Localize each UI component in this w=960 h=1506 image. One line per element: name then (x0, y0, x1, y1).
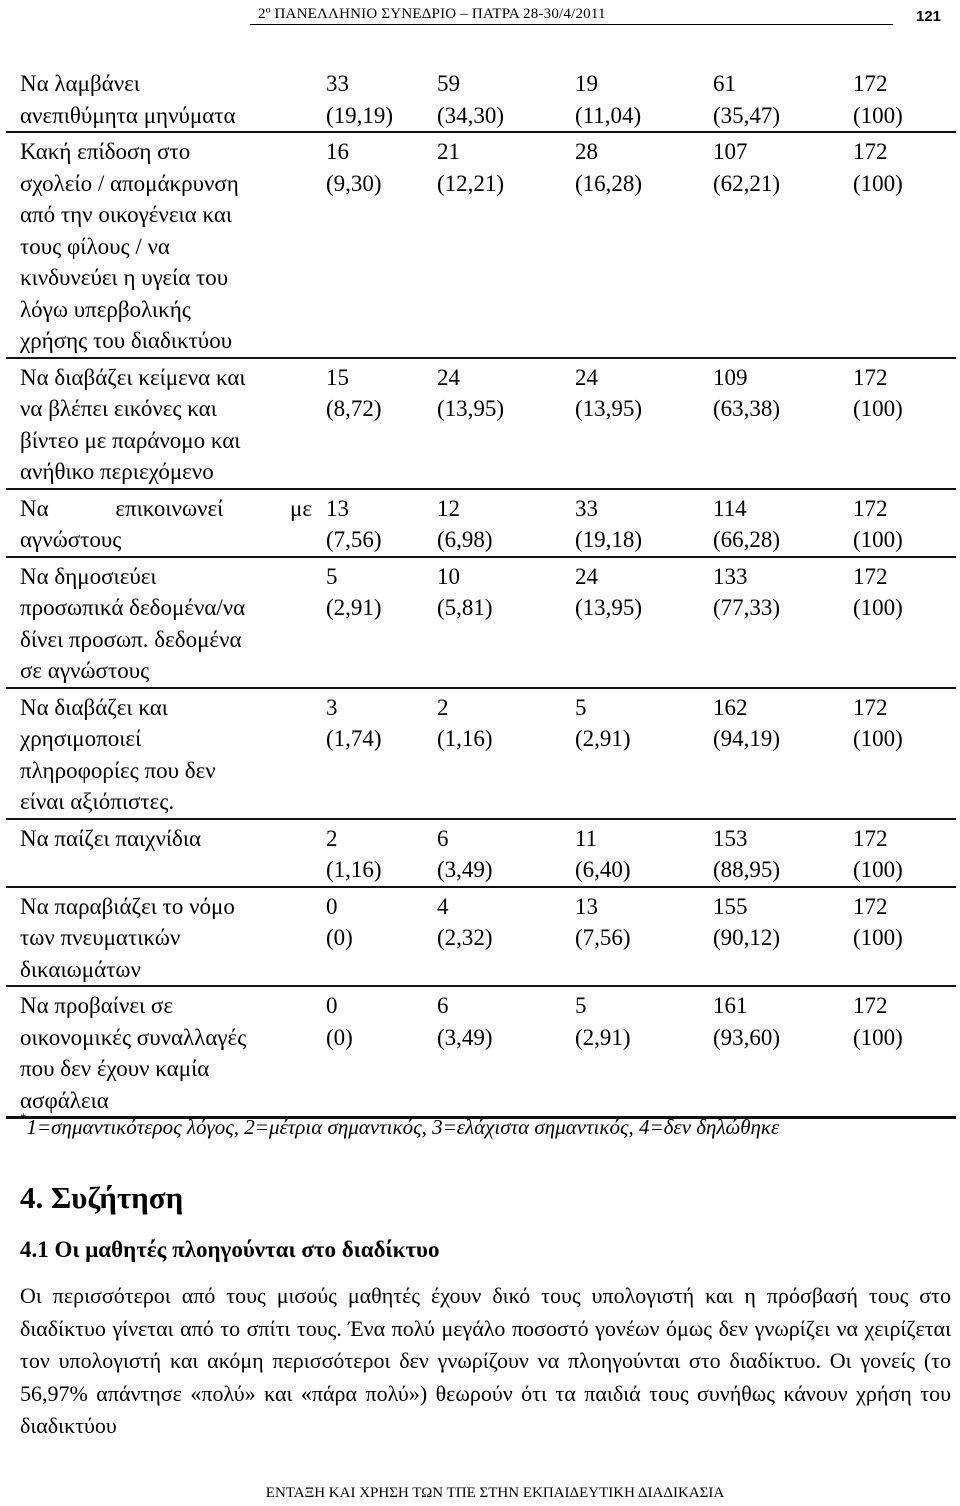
count-value: 13 (575, 893, 598, 919)
percent-value: (66,28) (713, 527, 781, 552)
count-value: 155 (713, 893, 748, 919)
value-cell (312, 358, 437, 489)
row-label-line: Να διαβάζει και (20, 694, 168, 720)
row-label-line: Να επικοινωνεί με (20, 495, 312, 521)
value-cell (437, 358, 575, 489)
value-cell (312, 489, 437, 557)
count-value: 21 (437, 139, 460, 164)
value-cell (575, 358, 713, 489)
value-cell (713, 986, 853, 1118)
row-label-line: βίντεο με παράνομο και (20, 427, 241, 453)
count-value: 114 (713, 495, 747, 521)
value-cell (853, 358, 956, 489)
value-cell (437, 819, 575, 887)
percent-value: (63,38) (713, 396, 781, 421)
table-row (6, 132, 956, 358)
count-value: 24 (575, 563, 598, 589)
count-value: 19 (575, 71, 598, 96)
count-value: 2 (326, 825, 338, 851)
table-row (6, 986, 956, 1118)
count-value: 172 (853, 364, 888, 390)
count-value: 0 (326, 993, 338, 1018)
count-value: 10 (437, 563, 460, 589)
percent-value: (100) (853, 102, 903, 128)
subsection-heading: 4.1 Οι μαθητές πλοηγούνται στο διαδίκτυο (20, 1237, 440, 1262)
value-cell (575, 132, 713, 358)
value-cell (312, 986, 437, 1118)
percent-value: (100) (853, 925, 903, 950)
count-value: 3 (326, 694, 338, 720)
value-cell (437, 65, 575, 132)
count-value: 16 (326, 139, 349, 164)
percent-value: (2,91) (575, 726, 631, 751)
percent-value: (93,60) (713, 1024, 781, 1050)
row-label (6, 132, 312, 358)
value-cell (312, 887, 437, 987)
percent-value: (1,16) (326, 857, 382, 882)
value-cell (312, 819, 437, 887)
count-value: 172 (853, 139, 888, 164)
table-row (6, 688, 956, 819)
percent-value: (8,72) (326, 396, 382, 421)
percent-value: (62,21) (713, 170, 781, 196)
table-row (6, 65, 956, 132)
row-label-line: Να προβαίνει σε (20, 993, 173, 1018)
percent-value: (19,19) (326, 102, 394, 128)
row-label-line: που δεν έχουν καμία (20, 1056, 210, 1081)
count-value: 172 (853, 694, 888, 720)
percent-value: (100) (853, 396, 903, 421)
percent-value: (34,30) (437, 102, 505, 128)
percent-value: (5,81) (437, 595, 493, 620)
value-cell (713, 887, 853, 987)
percent-value: (2,91) (575, 1024, 631, 1050)
percent-value: (3,49) (437, 1024, 493, 1050)
value-cell (575, 819, 713, 887)
row-label (6, 489, 312, 557)
percent-value: (35,47) (713, 102, 781, 128)
running-footer: ΕΝΤΑΞΗ ΚΑΙ ΧΡΗΣΗ ΤΩΝ ΤΠΕ ΣΤΗΝ ΕΚΠΑΙΔΕΥΤΙΚΗ ΔΙΑΔΙΚΑΣΙΑ (265, 1485, 725, 1501)
percent-value: (100) (853, 170, 903, 196)
row-label-line: Να διαβάζει κείμενα και (20, 364, 246, 390)
count-value: 162 (713, 694, 748, 720)
count-value: 107 (713, 139, 748, 164)
count-value: 172 (853, 71, 888, 96)
value-cell (575, 986, 713, 1118)
count-value: 59 (437, 71, 460, 96)
percent-value: (0) (326, 925, 353, 950)
count-value: 12 (437, 495, 460, 521)
percent-value: (90,12) (713, 925, 781, 950)
table-row (6, 489, 956, 557)
percent-value: (88,95) (713, 857, 781, 882)
table-row (6, 887, 956, 987)
row-label-line: κινδυνεύει η υγεία του (20, 265, 229, 290)
row-label-line: χρήσης του διαδικτύου (20, 328, 233, 353)
row-label-line: Κακή επίδοση στο (20, 139, 191, 164)
value-cell (713, 557, 853, 688)
count-value: 172 (853, 495, 888, 521)
row-label-line: Να δημοσιεύει (20, 563, 157, 589)
count-value: 133 (713, 563, 748, 589)
value-cell (853, 557, 956, 688)
row-label-line: δικαιωμάτων (20, 956, 141, 982)
results-table-body (6, 65, 956, 1118)
value-cell (575, 688, 713, 819)
value-cell (437, 688, 575, 819)
row-label-line: οικονομικές συναλλαγές (20, 1024, 247, 1050)
value-cell (853, 986, 956, 1118)
percent-value: (100) (853, 1024, 903, 1050)
value-cell (312, 557, 437, 688)
results-table (6, 65, 956, 1119)
count-value: 61 (713, 71, 736, 96)
section-heading: 4. Συζήτηση (20, 1180, 184, 1215)
row-label-line: σχολείο / απομάκρυνση (20, 170, 239, 196)
value-cell (853, 489, 956, 557)
value-cell (437, 887, 575, 987)
value-cell (853, 819, 956, 887)
row-label (6, 65, 312, 132)
percent-value: (12,21) (437, 170, 505, 196)
row-label-line: Να λαμβάνει (20, 71, 140, 96)
row-label-line: πληροφορίες που δεν (20, 757, 216, 783)
table-row (6, 819, 956, 887)
count-value: 161 (713, 993, 748, 1018)
row-label-line: Να παίζει παιχνίδια (20, 825, 202, 851)
percent-value: (100) (853, 595, 903, 620)
row-label-line: να βλέπει εικόνες και (20, 396, 217, 421)
percent-value: (1,74) (326, 726, 382, 751)
percent-value: (2,32) (437, 925, 493, 950)
percent-value: (19,18) (575, 527, 643, 552)
row-label-line: ασφάλεια (20, 1087, 109, 1113)
page-number: 121 (916, 8, 942, 25)
count-value: 172 (853, 993, 888, 1018)
row-label (6, 986, 312, 1118)
row-label-line: από την οικογένεια και (20, 202, 233, 227)
table-row (6, 358, 956, 489)
row-label-line: σε αγνώστους (20, 658, 150, 683)
body-paragraph: Οι περισσότεροι από τους μισούς μαθητές έχουν δικό τους υπολογιστή και η πρόσβασή τους στο διαδίκτυο γίνεται από το σπίτι τους. Ένα πολύ μεγάλο ποσοστό γονέων όμως δεν γνωρίζει να χειρίζεται τον υπολογιστή και ακόμη περισσότεροι δεν γνωρίζουν να πλοηγούνται στο διαδίκτυο. Οι γονείς (το 56,97% απάντησε «πολύ» και «πάρα πολύ») θεωρούν ότι τα παιδιά τους συνήθως κάνουν χρήση του διαδικτύου (20, 1283, 951, 1438)
value-cell (312, 132, 437, 358)
count-value: 15 (326, 364, 349, 390)
percent-value: (13,95) (575, 396, 643, 421)
row-label-line: είναι αξιόπιστες. (20, 789, 175, 814)
value-cell (853, 887, 956, 987)
percent-value: (6,98) (437, 527, 493, 552)
count-value: 13 (326, 495, 349, 521)
percent-value: (9,30) (326, 170, 382, 196)
value-cell (713, 358, 853, 489)
count-value: 6 (437, 825, 449, 851)
percent-value: (100) (853, 726, 903, 751)
row-label-line: τους φίλους / να (20, 233, 170, 259)
percent-value: (7,56) (575, 925, 631, 950)
count-value: 28 (575, 139, 598, 164)
row-label-line: λόγω υπερβολικής (20, 296, 191, 322)
percent-value: (77,33) (713, 595, 781, 620)
running-header (0, 0, 960, 40)
percent-value: (100) (853, 527, 903, 552)
percent-value: (0) (326, 1024, 353, 1050)
value-cell (437, 557, 575, 688)
percent-value: (16,28) (575, 170, 643, 196)
row-label-line: αγνώστους (20, 527, 122, 552)
count-value: 33 (326, 71, 349, 96)
value-cell (312, 65, 437, 132)
count-value: 109 (713, 364, 748, 390)
count-value: 2 (437, 694, 449, 720)
row-label-line: δίνει προσωπ. δεδομένα (20, 626, 242, 652)
value-cell (575, 489, 713, 557)
percent-value: (7,56) (326, 527, 382, 552)
percent-value: (3,49) (437, 857, 493, 882)
percent-value: (13,95) (575, 595, 643, 620)
count-value: 172 (853, 825, 888, 851)
percent-value: (100) (853, 857, 903, 882)
count-value: 4 (437, 893, 449, 919)
percent-value: (6,40) (575, 857, 631, 882)
value-cell (853, 132, 956, 358)
row-label (6, 557, 312, 688)
row-label (6, 358, 312, 489)
value-cell (575, 887, 713, 987)
row-label-line: Να παραβιάζει το νόμο (20, 893, 235, 919)
footnote-text: 1=σημαντικότερος λόγος, 2=μέτρια σημαντικός, 3=ελάχιστα σημαντικός, 4=δεν δηλώθηκε (26, 1115, 780, 1139)
row-label-line: ανεπιθύμητα μηνύματα (20, 102, 236, 128)
row-label-line: των πνευματικών (20, 925, 181, 950)
row-label (6, 688, 312, 819)
value-cell (713, 489, 853, 557)
row-label-line: προσωπικά δεδομένα/να (20, 595, 246, 620)
value-cell (853, 65, 956, 132)
footnote-marker: * (20, 1110, 27, 1125)
value-cell (575, 65, 713, 132)
value-cell (853, 688, 956, 819)
count-value: 153 (713, 825, 748, 851)
count-value: 5 (575, 993, 587, 1018)
value-cell (437, 986, 575, 1118)
count-value: 24 (575, 364, 598, 390)
count-value: 5 (326, 563, 338, 589)
percent-value: (13,95) (437, 396, 505, 421)
percent-value: (94,19) (713, 726, 781, 751)
table-footnote (20, 1110, 780, 1140)
count-value: 172 (853, 893, 888, 919)
count-value: 11 (575, 825, 598, 851)
value-cell (713, 132, 853, 358)
value-cell (437, 489, 575, 557)
percent-value: (2,91) (326, 595, 382, 620)
count-value: 0 (326, 893, 338, 919)
count-value: 172 (853, 563, 888, 589)
count-value: 6 (437, 993, 449, 1018)
count-value: 24 (437, 364, 460, 390)
value-cell (437, 132, 575, 358)
count-value: 33 (575, 495, 598, 521)
percent-value: (1,16) (437, 726, 493, 751)
value-cell (575, 557, 713, 688)
value-cell (713, 819, 853, 887)
row-label-line: χρησιμοποιεί (20, 726, 142, 751)
percent-value: (11,04) (575, 102, 642, 128)
value-cell (713, 688, 853, 819)
row-label (6, 887, 312, 987)
conference-title: 2º ΠΑΝΕΛΛΗΝΙΟ ΣΥΝΕΔΡΙΟ – ΠΑΤΡΑ 28-30/4/2011 (258, 6, 606, 22)
row-label (6, 819, 312, 887)
table-row (6, 557, 956, 688)
value-cell (312, 688, 437, 819)
row-label-line: ανήθικο περιεχόμενο (20, 459, 214, 484)
value-cell (713, 65, 853, 132)
count-value: 5 (575, 694, 587, 720)
header-rule (250, 24, 893, 25)
